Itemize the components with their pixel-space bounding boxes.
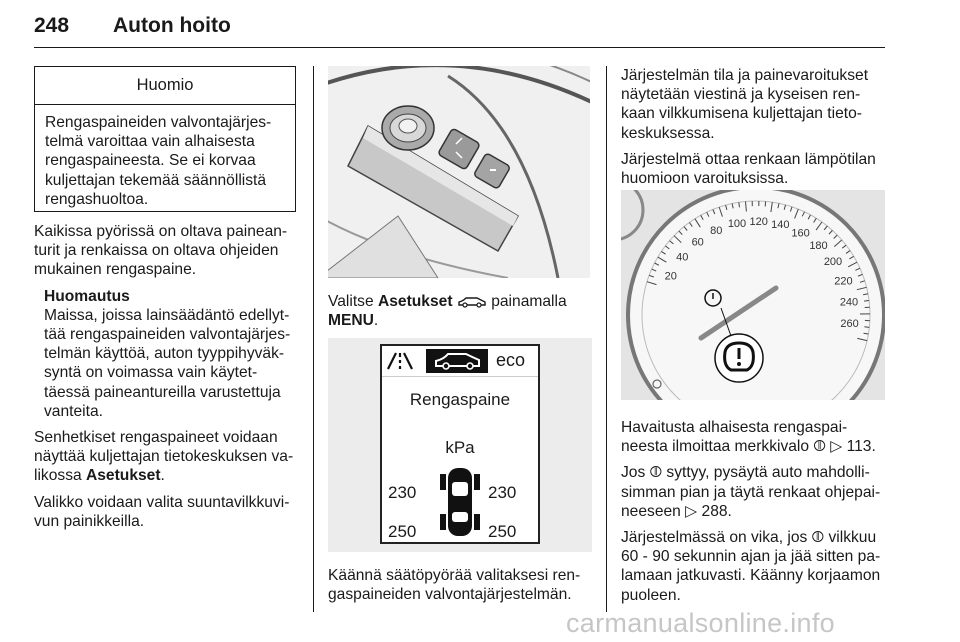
- tire-pressure-icon: ⦷: [649, 464, 663, 482]
- speed-label: 100: [727, 217, 747, 230]
- text: Senhetkiset rengaspaineet voidaan näyttää kuljettajan tietokeskuksen va-likossa: [34, 429, 294, 485]
- paragraph: [328, 292, 592, 330]
- column-2-text: [328, 292, 592, 337]
- column-divider: [313, 66, 314, 612]
- menu-term: Asetukset: [377, 293, 453, 310]
- pressure-rear-left: 250: [388, 522, 417, 541]
- car-tab-selected: [426, 349, 488, 373]
- page-number: 248: [34, 14, 70, 37]
- paragraph: Kaikissa pyörissä on oltava painean-turit ja renkaissa on oltava ohjeiden mukainen rengaspaine.: [34, 223, 288, 279]
- note-title: Huomautus: [44, 287, 130, 305]
- tire-pressure-icon: ⦷: [813, 438, 826, 456]
- column-1: [34, 222, 298, 538]
- tire-pressure-icon: ⦷: [811, 529, 825, 547]
- text: Jos: [621, 464, 650, 482]
- speed-label: 180: [809, 239, 828, 252]
- page-title: Auton hoito: [113, 14, 231, 37]
- speed-label: 60: [691, 236, 704, 249]
- notice-box: [34, 66, 296, 212]
- text: painamalla: [486, 293, 567, 310]
- paragraph: [621, 463, 887, 521]
- speedometer-illustration: [621, 190, 885, 400]
- menu-button-label: MENU: [328, 312, 374, 330]
- pressure-front-left: 230: [388, 483, 417, 502]
- paragraph: Järjestelmän tila ja painevaroitukset näytetään viestinä ja kyseisen ren-kaan vilkkumisena kuljettajan tieto-keskuksessa.: [621, 67, 869, 142]
- text: Järjestelmässä on vika, jos: [621, 529, 812, 547]
- column-divider: [606, 66, 607, 612]
- paragraph: Valikko voidaan valita suuntavilkkuvi-vun painikkeilla.: [34, 493, 290, 530]
- eco-tab: eco: [496, 350, 526, 370]
- notice-text: Rengaspaineiden valvontajärjes-telmä varoittaa vain alhaisesta rengaspaineesta. Se ei korvaa kuljettajan tekemää säännöllistä rengashuoltoa.: [45, 114, 272, 208]
- car-icon: [457, 296, 487, 308]
- text: vilkkuu 60 - 90 sekunnin ajan ja jää sitten pa-lamaan jatkuvasti. Käänny korjaamon puoleen.: [621, 529, 881, 604]
- speed-label: 260: [840, 318, 859, 331]
- column-3-bottom: [621, 418, 887, 612]
- notice-title: Huomio: [35, 67, 295, 105]
- speed-label: 120: [749, 216, 768, 228]
- car-top-view-icon: [437, 466, 483, 538]
- display-heading: Rengaspaine: [409, 390, 511, 409]
- note-block: [34, 287, 298, 421]
- speed-label: 200: [823, 256, 843, 269]
- text: .: [160, 467, 165, 485]
- paragraph: Järjestelmä ottaa renkaan lämpötilan huomioon varoituksissa.: [621, 150, 876, 188]
- speed-label: 80: [710, 224, 723, 237]
- column-3-top: [621, 66, 887, 195]
- display-unit: kPa: [445, 438, 475, 457]
- paragraph: [621, 418, 887, 456]
- speed-label: 140: [771, 219, 790, 232]
- speed-label: 160: [791, 227, 810, 240]
- column-2-caption: [328, 566, 592, 611]
- page-ref: 113: [846, 438, 872, 456]
- speed-tick: [864, 301, 869, 302]
- paragraph: Käännä säätöpyörää valitaksesi ren-gaspaineiden valvontajärjestelmän.: [328, 567, 581, 604]
- text: syttyy, pysäytä auto mahdolli-simman pian ja täytä renkaat ohjepai-neeseen: [621, 464, 881, 520]
- menu-term: Asetukset: [86, 467, 161, 485]
- pressure-rear-right: 250: [488, 522, 517, 541]
- car-tab-icon: [426, 349, 488, 373]
- speed-label: 220: [834, 275, 853, 288]
- text: Valitse: [328, 293, 378, 310]
- pressure-front-right: 230: [488, 483, 517, 502]
- paragraph: [34, 428, 298, 486]
- speed-label: 20: [664, 270, 677, 283]
- speed-label: 40: [676, 251, 689, 264]
- road-icon: [384, 349, 424, 373]
- page-ref-arrow-icon: ▷: [830, 438, 843, 456]
- text: .: [727, 502, 732, 520]
- speed-tick: [739, 202, 740, 207]
- display-screen: [380, 344, 540, 544]
- page-ref-arrow-icon: ▷: [685, 502, 698, 520]
- text: Havaitusta alhaisesta rengaspai-neesta ilmoittaa merkkivalo: [621, 419, 848, 456]
- stalk-illustration: [328, 66, 590, 278]
- speed-tick: [864, 327, 869, 328]
- display-tab-bar: [382, 346, 538, 377]
- speedometer-drawing: [621, 190, 885, 400]
- text: .: [373, 312, 379, 330]
- watermark: carmanualsonline.info: [566, 608, 835, 638]
- stalk-drawing: [328, 66, 590, 278]
- text: .: [871, 438, 876, 456]
- header-rule: [34, 47, 885, 48]
- display-illustration: [328, 338, 592, 552]
- page-ref: 288: [701, 502, 728, 520]
- note-text: Maissa, joissa lainsäädäntö edellyt-tää rengaspaineiden valvontajärjes-telmän käyttöä, auton tyyppihyväk-syntä on voimassa vain käytet-täessä paineantureilla varustettuja vanteita.: [44, 306, 291, 420]
- paragraph: [621, 528, 887, 605]
- speed-label: 240: [839, 296, 859, 309]
